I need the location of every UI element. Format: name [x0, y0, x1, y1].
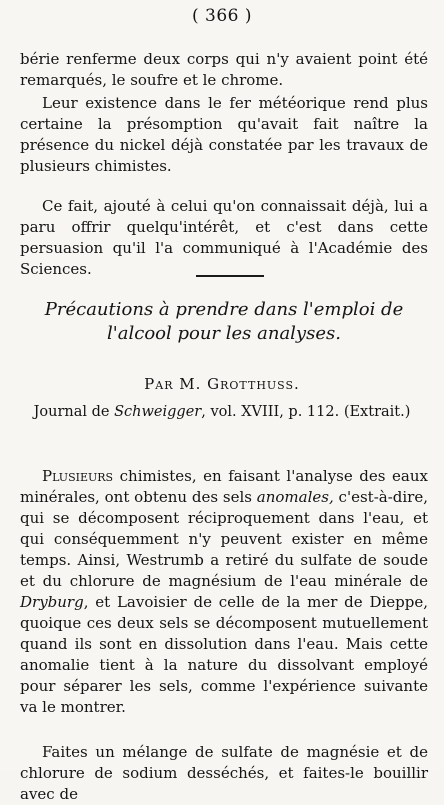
paragraph-5: Faites un mélange de sulfate de magnésie et de chlorure de sodium desséchés, et faites-le bouillir avec de [20, 743, 428, 803]
source-journal: Schweigger [114, 404, 202, 420]
paragraph-4-emph1: anomales, [256, 488, 334, 506]
paragraph-4-lead: Plusieurs [42, 467, 114, 485]
paragraph-3: Ce fait, ajouté à celui qu'on connaissait déjà, lui a paru offrir quelqu'intérêt, et c'est dans cette persuasion qu'il l'a communiqué à l'Académie des Sciences. [20, 197, 428, 278]
source-prefix: Journal de [33, 404, 115, 420]
paragraph-4-part3: , et Lavoisier de celle de la mer de Dieppe, quoique ces deux sels se décomposent mutuellement quand ils sont en dissolution dans l'eau. Mais cette anomalie tient à la nature du dissolvant employé pour séparer les sels, comme l'expérience suivante va le montrer. [20, 593, 428, 716]
source-suffix: , vol. XVIII, p. 112. (Extrait.) [201, 404, 411, 420]
article-author: Par M. Grotthuss. [144, 375, 300, 393]
section-divider [196, 275, 264, 277]
page-number: ( 366 ) [191, 6, 253, 26]
paragraph-4-part2: c'est-à-dire, qui se décomposent réciproquement dans l'eau, et qui conséquemment n'y peuvent exister en même temps. Ainsi, Westrumb a retiré du sulfate de soude et du chlorure de magnésium de l'eau minérale de [20, 488, 428, 590]
paragraph-1: bérie renferme deux corps qui n'y avaient point été remarqués, le soufre et le chrome. [20, 50, 428, 89]
paragraph-4-emph2: Dryburg [20, 593, 84, 611]
paragraph-2: Leur existence dans le fer météorique rend plus certaine la présomption qu'avait fait naître la présence du nickel déjà constatée par les travaux de plusieurs chimistes. [20, 94, 428, 175]
article-title: Précautions à prendre dans l'emploi de l'alcool pour les analyses. [44, 299, 404, 344]
article-source [0, 404, 444, 420]
paragraph-4-part1: chimistes, en faisant l'analyse des eaux minérales, ont obtenu des sels [20, 467, 428, 506]
paragraph-4 [20, 466, 428, 718]
